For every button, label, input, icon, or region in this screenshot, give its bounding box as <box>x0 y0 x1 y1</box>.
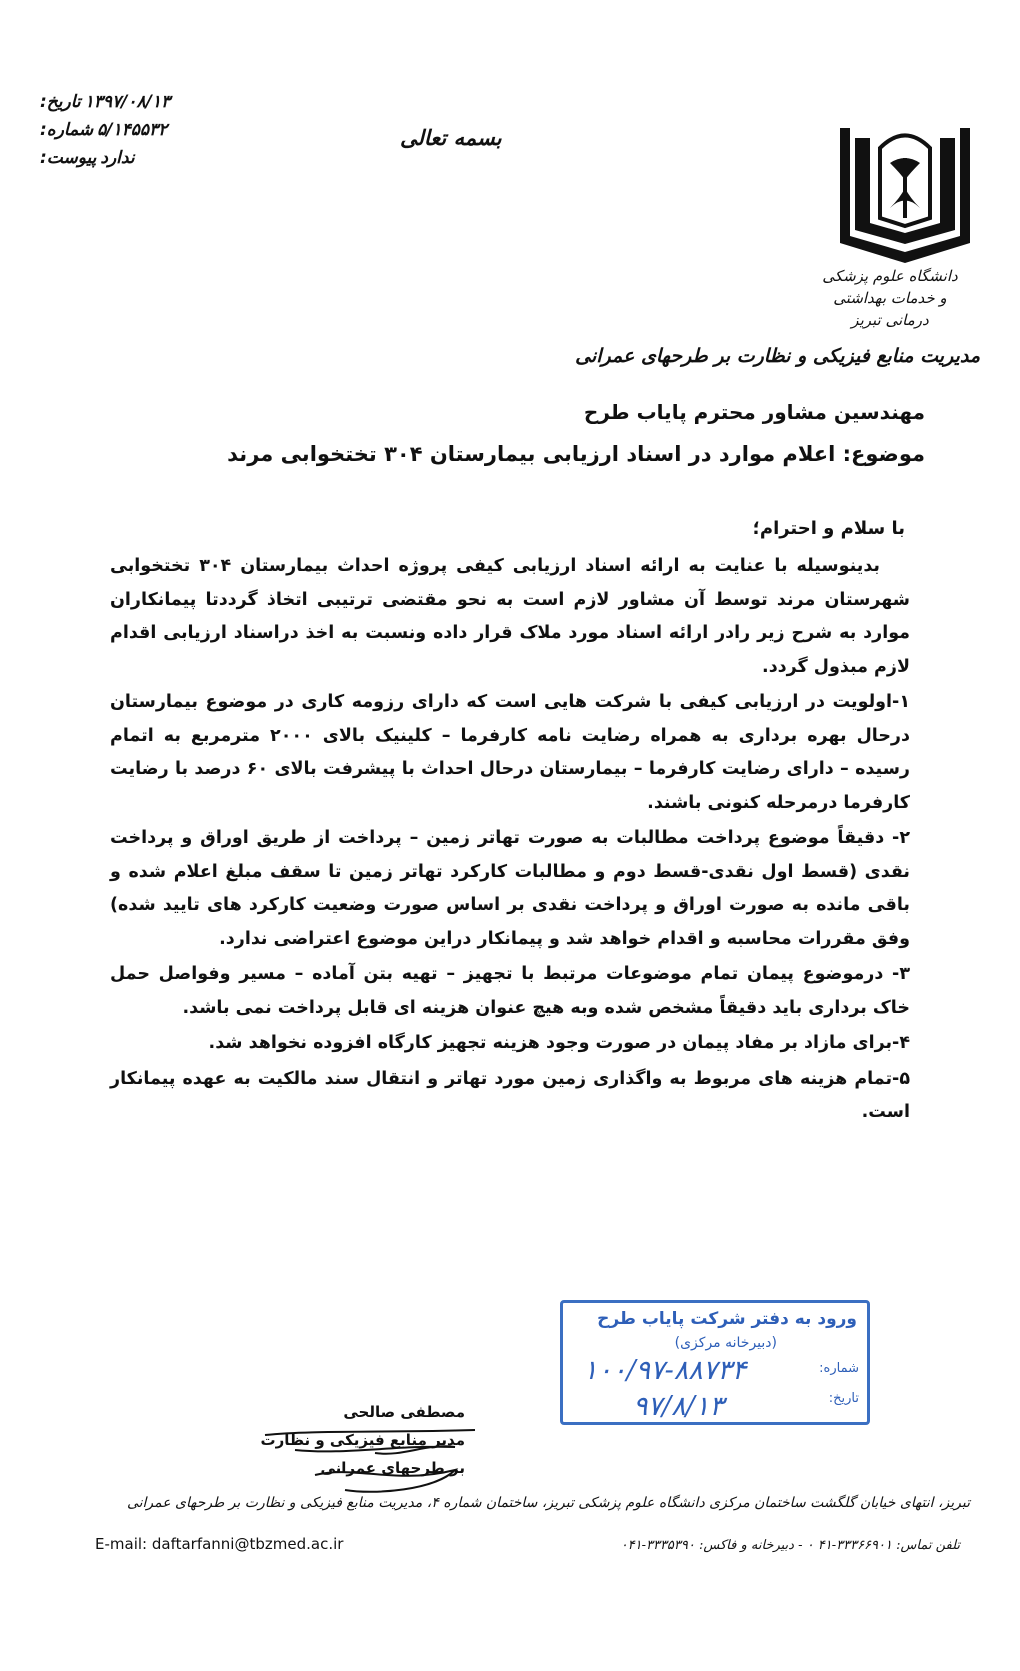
date-line <box>40 88 215 116</box>
greeting: با سلام و احترام؛ <box>752 518 905 539</box>
number-value: ۵/۱۴۵۵۳۲ <box>97 120 168 140</box>
letter-body <box>110 550 910 1132</box>
date-value: ۱۳۹۷/۰۸/۱۳ <box>84 92 171 112</box>
footer-email: E-mail: daftarfanni@tbzmed.ac.ir <box>95 1535 344 1553</box>
handwritten-signature-icon <box>255 1395 485 1505</box>
body-paragraph-1: ۱-اولویت در ارزیابی کیفی با شرکت هایی است که دارای رزومه کاری در موضوع بیمارستان درحال بهره برداری به همراه رضایت نامه کارفرما – کلینیک بالای ۲۰۰۰ مترمربع به اتمام رسیده – دارای رضایت کارفرما – بیمارستان درحال احداث با پیشرفت بالای ۶۰ درصد با رضایت کارفرما درمرحله کنونی باشند. <box>110 692 910 813</box>
body-paragraph-4: ۴-برای مازاد بر مفاد پیمان در صورت وجود هزینه تجهیز کارگاه افزوده نخواهد شد. <box>208 1033 910 1053</box>
signer-name: مصطفی صالحی <box>343 1403 465 1421</box>
date-label: تاریخ: <box>40 92 81 112</box>
stamp-date-value: ۹۷/۸/۱۳ <box>633 1391 724 1422</box>
receipt-stamp <box>560 1300 870 1425</box>
footer-contact: تلفن تماس: ۳۳۳۶۶۹۰۱-۴۱ ۰ - دبیرخانه و فاکس: ۳۳۳۵۳۹۰-۰۴۱ <box>620 1538 960 1553</box>
university-name <box>820 265 960 331</box>
body-paragraph-3: ۳- درموضوع پیمان تمام موضوعات مرتبط با تجهیز – تهیه بتن آماده – مسیر وفواصل حمل خاک برداری باید دقیقاً مشخص شده وبه هیچ عنوان هزینه ای قابل پرداخت نمی باشد. <box>110 964 910 1018</box>
university-name-line1: دانشگاه علوم پزشکی <box>822 267 958 285</box>
body-paragraph-2: ۲- دقیقاً موضوع پرداخت مطالبات به صورت تهاتر زمین – پرداخت از طریق اوراق و پرداخت نقدی (قسط اول نقدی-قسط دوم و مطالبات کارکرد تهاتر زمین تا سقف مبلغ اعلام شده و باقی مانده به صورت اوراق و پرداخت نقدی بر اساس صورت وضعیت کارکرد های تایید شده) وفق مقررات محاسبه و اقدام خواهد شد و پیمانکار دراین موضوع اعتراضی ندارد. <box>110 828 910 949</box>
stamp-title: ورود به دفتر شرکت پایاب طرح <box>597 1309 857 1329</box>
number-line <box>40 116 215 144</box>
recipient: مهندسین مشاور محترم پایاب طرح <box>583 400 925 424</box>
attachment-label: پیوست: <box>40 148 97 168</box>
letter-meta <box>40 88 215 172</box>
stamp-subtitle: (دبیرخانه مرکزی) <box>674 1335 777 1351</box>
body-paragraph-intro: بدینوسیله با عنایت به ارائه اسناد ارزیابی کیفی پروژه احداث بیمارستان ۳۰۴ تختخوابی شهرستان مرند توسط آن مشاور لازم است به نحو مقتضی ترتیبی اتخاذ گرددتا پیمانکاران موارد به شرح زیر رادر ارائه اسناد مورد ملاک قرار داده ونسبت به اخذ دراسناد ارزیابی اقدام لازم مبذول گردد. <box>110 556 910 677</box>
stamp-number-value: ۱۰۰/۹۷-۸۸۷۳۴ <box>583 1355 747 1386</box>
university-name-line2: و خدمات بهداشتی درمانی تبریز <box>833 289 947 329</box>
attachment-value: ندارد <box>100 148 135 168</box>
attachment-line <box>40 144 215 172</box>
department-name: مدیریت منابع فیزیکی و نظارت بر طرحهای عمرانی <box>575 345 980 367</box>
signer-title-line2: بر طرحهای عمرانی <box>320 1459 465 1477</box>
body-paragraph-5: ۵-تمام هزینه های مربوط به واگذاری زمین مورد تهاتر و انتقال سند مالکیت به عهده پیمانکار است. <box>110 1068 910 1122</box>
letter-heading: بسمه تعالی <box>400 125 502 150</box>
signer-title-line1: مدیر منابع فیزیکی و نظارت <box>260 1431 465 1449</box>
stamp-date-label: تاریخ: <box>828 1391 859 1406</box>
subject: موضوع: اعلام موارد در اسناد ارزیابی بیمارستان ۳۰۴ تختخوابی مرند <box>227 442 925 466</box>
stamp-number-label: شماره: <box>819 1361 859 1376</box>
footer-address: تبریز، انتهای خیابان گلگشت ساختمان مرکزی دانشگاه علوم پزشکی تبریز، ساختمان شماره ۴، مدیریت منابع فیزیکی و نظارت بر طرحهای عمرانی <box>126 1495 970 1511</box>
number-label: شماره: <box>40 120 94 140</box>
